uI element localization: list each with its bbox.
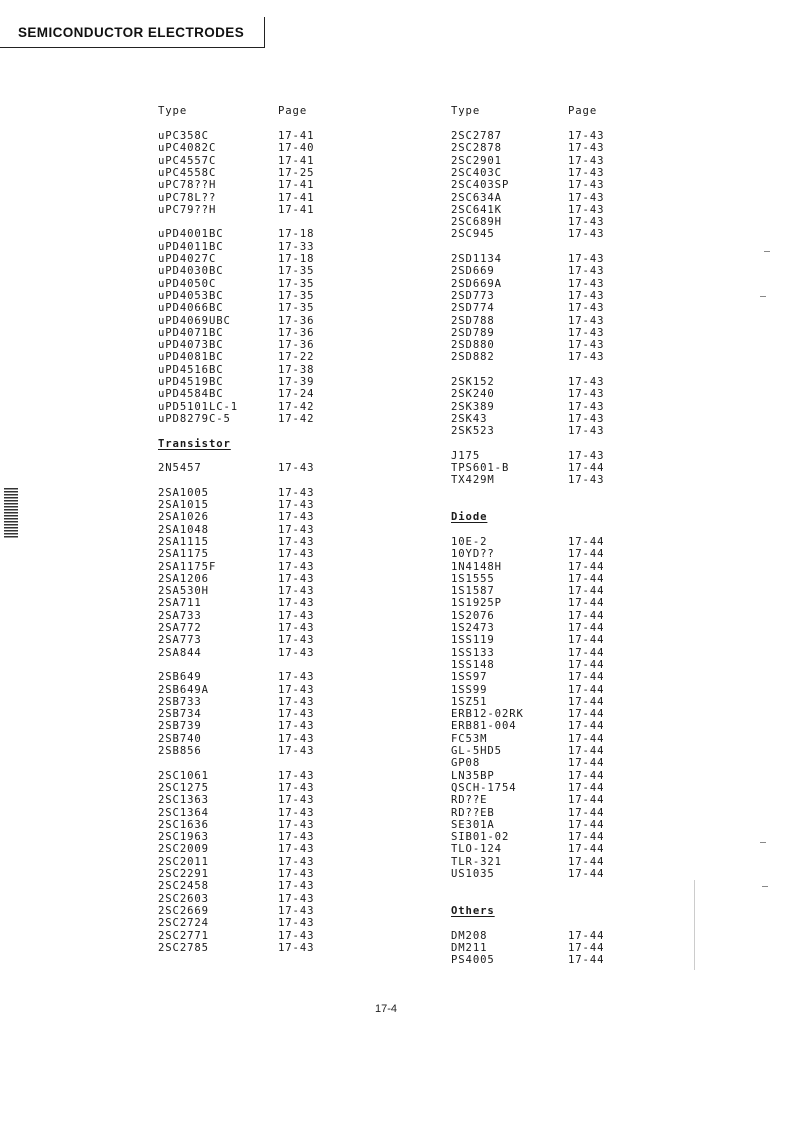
entry-type: TLO-124 xyxy=(451,843,502,856)
entry-type: uPC78??H xyxy=(158,179,217,192)
entry-type: 2SD1134 xyxy=(451,253,502,265)
entry-type: 2SA1005 xyxy=(158,486,209,499)
entry-page: 17-44 xyxy=(568,683,605,696)
entry-page: 17-43 xyxy=(568,191,605,204)
entry-page: 17-44 xyxy=(568,843,605,856)
entry-page: 17-44 xyxy=(568,671,605,684)
entry-type: DM208 xyxy=(451,929,488,942)
entry-page: 17-44 xyxy=(568,954,605,967)
entry-page: 17-36 xyxy=(278,339,315,352)
entry-type: uPC4558C xyxy=(158,166,217,179)
margin-mark xyxy=(760,296,766,297)
entry-page: 17-44 xyxy=(568,868,605,880)
entry-page: 17-43 xyxy=(278,597,315,610)
entry-page: 17-43 xyxy=(278,831,315,844)
margin-mark xyxy=(764,251,770,252)
entry-type: 2SB734 xyxy=(158,708,202,721)
entry-page: 17-43 xyxy=(278,646,315,659)
entry-page: 17-44 xyxy=(568,769,605,782)
entry-type: 2SC2669 xyxy=(158,904,209,917)
entry-page: 17-44 xyxy=(568,609,605,622)
entry-type: RD??E xyxy=(451,794,488,807)
entry-page: 17-44 xyxy=(568,806,605,819)
entry-type: SIB01-02 xyxy=(451,831,510,844)
entry-page: 17-43 xyxy=(278,818,315,831)
entry-type: 1S1555 xyxy=(451,572,495,585)
entry-type: ERB81-004 xyxy=(451,720,517,733)
entry-page: 17-43 xyxy=(278,843,315,856)
entry-page: 17-43 xyxy=(568,326,605,339)
entry-type: 1SS99 xyxy=(451,683,488,696)
entry-page: 17-43 xyxy=(568,228,605,241)
entry-page: 17-44 xyxy=(568,941,605,954)
column-header-type: Type xyxy=(451,105,481,117)
entry-page: 17-44 xyxy=(568,855,605,868)
entry-type: TLR-321 xyxy=(451,855,502,868)
entry-type: 10YD?? xyxy=(451,548,495,561)
entry-page: 17-41 xyxy=(278,154,315,167)
entry-type: 2SC2291 xyxy=(158,868,209,880)
entry-type: DM211 xyxy=(451,941,488,954)
entry-page: 17-43 xyxy=(278,794,315,807)
entry-page: 17-44 xyxy=(568,732,605,745)
entry-page: 17-43 xyxy=(568,277,605,290)
entry-page: 17-44 xyxy=(568,572,605,585)
entry-page: 17-33 xyxy=(278,240,315,253)
entry-page: 17-44 xyxy=(568,757,605,770)
entry-page: 17-18 xyxy=(278,228,315,241)
entry-type: uPD4584BC xyxy=(158,388,224,401)
entry-type: uPC79??H xyxy=(158,203,217,216)
entry-type: 2SA773 xyxy=(158,634,202,647)
entry-page: 17-43 xyxy=(278,609,315,622)
entry-type: 2SK152 xyxy=(451,376,495,388)
entry-page: 17-43 xyxy=(278,560,315,573)
entry-type: 2SB739 xyxy=(158,720,202,733)
entry-page: 17-43 xyxy=(278,781,315,794)
entry-type: 2SC2724 xyxy=(158,917,209,930)
entry-page: 17-35 xyxy=(278,277,315,290)
entry-page: 17-44 xyxy=(568,708,605,721)
entry-type: 10E-2 xyxy=(451,535,488,548)
entry-type: 2SC1363 xyxy=(158,794,209,807)
entry-page: 17-44 xyxy=(568,818,605,831)
entry-type: 1SS133 xyxy=(451,646,495,659)
entry-page: 17-43 xyxy=(278,572,315,585)
entry-type: 2SC689H xyxy=(451,216,502,229)
entry-page: 17-43 xyxy=(278,523,315,536)
entry-type: 2SC2603 xyxy=(158,892,209,905)
entry-type: 2SA1015 xyxy=(158,499,209,511)
entry-page: 17-44 xyxy=(568,929,605,942)
entry-type: 2SD789 xyxy=(451,326,495,339)
entry-type: 2SA711 xyxy=(158,597,202,610)
entry-type: 2SA1206 xyxy=(158,572,209,585)
entry-page: 17-43 xyxy=(568,179,605,192)
entry-page: 17-43 xyxy=(568,130,605,142)
entry-page: 17-43 xyxy=(568,216,605,229)
margin-mark xyxy=(760,842,766,843)
entry-page: 17-44 xyxy=(568,560,605,573)
entry-type: 2SK43 xyxy=(451,412,488,425)
entry-type: 1SZ51 xyxy=(451,695,488,708)
entry-type: 2SK523 xyxy=(451,425,495,438)
entry-page: 17-43 xyxy=(278,732,315,745)
entry-type: 2SC2458 xyxy=(158,880,209,893)
entry-page: 17-43 xyxy=(568,425,605,438)
entry-page: 17-44 xyxy=(568,535,605,548)
entry-type: 2SC2785 xyxy=(158,941,209,954)
section-heading: Others xyxy=(451,904,495,917)
entry-type: LN35BP xyxy=(451,769,495,782)
entry-type: 2SC1061 xyxy=(158,769,209,782)
entry-page: 17-43 xyxy=(568,339,605,352)
entry-type: US1035 xyxy=(451,868,495,880)
entry-page: 17-35 xyxy=(278,302,315,315)
margin-barcode xyxy=(4,488,18,538)
section-heading: Transistor xyxy=(158,437,231,450)
entry-type: 2SC2771 xyxy=(158,929,209,942)
entry-type: 2SB740 xyxy=(158,732,202,745)
page-number: 17-4 xyxy=(375,1003,398,1015)
entry-page: 17-43 xyxy=(278,511,315,524)
entry-type: 2SA1115 xyxy=(158,535,209,548)
entry-page: 17-39 xyxy=(278,376,315,388)
entry-page: 17-43 xyxy=(278,671,315,684)
entry-type: 2SC945 xyxy=(451,228,495,241)
entry-page: 17-43 xyxy=(568,203,605,216)
entry-page: 17-42 xyxy=(278,400,315,413)
entry-page: 17-43 xyxy=(568,253,605,265)
entry-page: 17-43 xyxy=(278,695,315,708)
entry-type: 1SS97 xyxy=(451,671,488,684)
entry-type: 2SC2011 xyxy=(158,855,209,868)
column-header-type: Type xyxy=(158,105,188,117)
entry-type: uPD4027C xyxy=(158,253,217,265)
entry-type: 2SK389 xyxy=(451,400,495,413)
entry-page: 17-44 xyxy=(568,794,605,807)
entry-type: uPC358C xyxy=(158,130,209,142)
entry-page: 17-43 xyxy=(278,708,315,721)
entry-type: uPD4030BC xyxy=(158,265,224,278)
entry-page: 17-43 xyxy=(278,499,315,511)
entry-type: 2SC641K xyxy=(451,203,502,216)
entry-type: 2SD880 xyxy=(451,339,495,352)
entry-page: 17-43 xyxy=(278,892,315,905)
entry-type: J175 xyxy=(451,449,481,462)
entry-type: uPD4001BC xyxy=(158,228,224,241)
entry-type: 1SS119 xyxy=(451,634,495,647)
entry-type: 2N5457 xyxy=(158,462,202,475)
entry-page: 17-43 xyxy=(278,585,315,598)
entry-page: 17-41 xyxy=(278,191,315,204)
entry-page: 17-43 xyxy=(278,486,315,499)
entry-type: 2SC1364 xyxy=(158,806,209,819)
entry-page: 17-35 xyxy=(278,265,315,278)
entry-type: 2SC1275 xyxy=(158,781,209,794)
entry-type: uPD5101LC-1 xyxy=(158,400,239,413)
entry-page: 17-43 xyxy=(568,376,605,388)
entry-type: 2SA1048 xyxy=(158,523,209,536)
entry-page: 17-43 xyxy=(568,449,605,462)
entry-type: 2SA1175F xyxy=(158,560,217,573)
entry-type: uPD4069UBC xyxy=(158,314,231,327)
entry-type: 2SA1175 xyxy=(158,548,209,561)
entry-type: 2SB856 xyxy=(158,745,202,757)
entry-type: uPD4053BC xyxy=(158,289,224,302)
entry-type: 2SD669 xyxy=(451,265,495,278)
entry-page: 17-44 xyxy=(568,462,605,475)
entry-page: 17-43 xyxy=(278,769,315,782)
entry-page: 17-44 xyxy=(568,585,605,598)
entry-page: 17-43 xyxy=(278,622,315,634)
entry-page: 17-43 xyxy=(278,904,315,917)
page-header-title: SEMICONDUCTOR ELECTRODES xyxy=(18,25,245,40)
entry-page: 17-43 xyxy=(278,868,315,880)
entry-page: 17-44 xyxy=(568,597,605,610)
entry-type: uPD4050C xyxy=(158,277,217,290)
entry-page: 17-43 xyxy=(278,720,315,733)
entry-page: 17-43 xyxy=(568,289,605,302)
entry-type: 2SA844 xyxy=(158,646,202,659)
entry-page: 17-18 xyxy=(278,253,315,265)
entry-type: uPD8279C-5 xyxy=(158,412,231,425)
entry-type: PS4005 xyxy=(451,954,495,967)
entry-type: 1N4148H xyxy=(451,560,502,573)
entry-page: 17-44 xyxy=(568,831,605,844)
entry-type: 1S1925P xyxy=(451,597,502,610)
entry-page: 17-42 xyxy=(278,412,315,425)
entry-type: 2SA772 xyxy=(158,622,202,634)
entry-page: 17-43 xyxy=(568,142,605,155)
entry-page: 17-38 xyxy=(278,363,315,376)
entry-page: 17-43 xyxy=(278,941,315,954)
entry-page: 17-44 xyxy=(568,745,605,757)
entry-type: 2SC2787 xyxy=(451,130,502,142)
entry-page: 17-41 xyxy=(278,179,315,192)
column-header-page: Page xyxy=(568,105,598,117)
entry-type: 2SC403SP xyxy=(451,179,510,192)
entry-type: 2SD669A xyxy=(451,277,502,290)
entry-type: 2SK240 xyxy=(451,388,495,401)
entry-type: uPD4011BC xyxy=(158,240,224,253)
entry-type: 2SC2878 xyxy=(451,142,502,155)
entry-page: 17-40 xyxy=(278,142,315,155)
margin-mark xyxy=(762,886,768,887)
entry-type: GP08 xyxy=(451,757,481,770)
entry-page: 17-44 xyxy=(568,720,605,733)
entry-page: 17-36 xyxy=(278,314,315,327)
entry-type: TX429M xyxy=(451,474,495,487)
entry-type: uPD4071BC xyxy=(158,326,224,339)
entry-page: 17-43 xyxy=(568,302,605,315)
entry-page: 17-44 xyxy=(568,695,605,708)
entry-page: 17-43 xyxy=(278,880,315,893)
entry-type: uPD4519BC xyxy=(158,376,224,388)
entry-type: 1SS148 xyxy=(451,658,495,671)
section-heading: Diode xyxy=(451,511,488,524)
entry-type: 1S2473 xyxy=(451,622,495,634)
entry-page: 17-44 xyxy=(568,634,605,647)
entry-page: 17-44 xyxy=(568,548,605,561)
entry-page: 17-43 xyxy=(568,154,605,167)
entry-page: 17-43 xyxy=(278,548,315,561)
entry-page: 17-43 xyxy=(568,400,605,413)
entry-page: 17-43 xyxy=(278,683,315,696)
entry-page: 17-25 xyxy=(278,166,315,179)
entry-page: 17-36 xyxy=(278,326,315,339)
entry-page: 17-22 xyxy=(278,351,315,364)
entry-page: 17-35 xyxy=(278,289,315,302)
entry-page: 17-44 xyxy=(568,622,605,634)
entry-type: 2SC2009 xyxy=(158,843,209,856)
entry-type: ERB12-02RK xyxy=(451,708,524,721)
entry-type: 2SC1636 xyxy=(158,818,209,831)
entry-page: 17-41 xyxy=(278,130,315,142)
entry-page: 17-43 xyxy=(278,462,315,475)
entry-type: 2SC1963 xyxy=(158,831,209,844)
entry-page: 17-44 xyxy=(568,781,605,794)
entry-type: FC53M xyxy=(451,732,488,745)
entry-type: 2SD773 xyxy=(451,289,495,302)
entry-page: 17-43 xyxy=(278,806,315,819)
entry-type: uPC4082C xyxy=(158,142,217,155)
entry-page: 17-43 xyxy=(568,388,605,401)
entry-type: uPD4066BC xyxy=(158,302,224,315)
entry-type: 1S1587 xyxy=(451,585,495,598)
entry-type: TPS601-B xyxy=(451,462,510,475)
entry-type: uPD4073BC xyxy=(158,339,224,352)
entry-page: 17-43 xyxy=(278,745,315,757)
entry-type: uPD4516BC xyxy=(158,363,224,376)
scan-artifact-line xyxy=(694,880,695,970)
entry-page: 17-41 xyxy=(278,203,315,216)
entry-page: 17-44 xyxy=(568,658,605,671)
entry-type: GL-5HD5 xyxy=(451,745,502,757)
entry-page: 17-43 xyxy=(568,351,605,364)
entry-type: 2SD774 xyxy=(451,302,495,315)
entry-type: 2SB649A xyxy=(158,683,209,696)
entry-page: 17-43 xyxy=(278,634,315,647)
entry-type: 2SC403C xyxy=(451,166,502,179)
entry-page: 17-43 xyxy=(568,314,605,327)
entry-type: QSCH-1754 xyxy=(451,781,517,794)
entry-type: 2SA1026 xyxy=(158,511,209,524)
entry-type: 2SA530H xyxy=(158,585,209,598)
entry-type: 2SD882 xyxy=(451,351,495,364)
entry-page: 17-43 xyxy=(568,265,605,278)
column-header-page: Page xyxy=(278,105,308,117)
entry-type: uPC4557C xyxy=(158,154,217,167)
entry-type: 2SC634A xyxy=(451,191,502,204)
entry-page: 17-43 xyxy=(278,929,315,942)
entry-type: 2SB649 xyxy=(158,671,202,684)
entry-type: 2SC2901 xyxy=(451,154,502,167)
entry-type: uPD4081BC xyxy=(158,351,224,364)
entry-page: 17-43 xyxy=(278,917,315,930)
entry-page: 17-43 xyxy=(278,535,315,548)
entry-page: 17-43 xyxy=(278,855,315,868)
entry-page: 17-24 xyxy=(278,388,315,401)
entry-type: 1S2076 xyxy=(451,609,495,622)
entry-type: 2SD788 xyxy=(451,314,495,327)
entry-page: 17-44 xyxy=(568,646,605,659)
entry-type: RD??EB xyxy=(451,806,495,819)
entry-page: 17-43 xyxy=(568,474,605,487)
entry-type: SE301A xyxy=(451,818,495,831)
entry-page: 17-43 xyxy=(568,412,605,425)
entry-type: 2SA733 xyxy=(158,609,202,622)
entry-page: 17-43 xyxy=(568,166,605,179)
entry-type: uPC78L?? xyxy=(158,191,217,204)
entry-type: 2SB733 xyxy=(158,695,202,708)
